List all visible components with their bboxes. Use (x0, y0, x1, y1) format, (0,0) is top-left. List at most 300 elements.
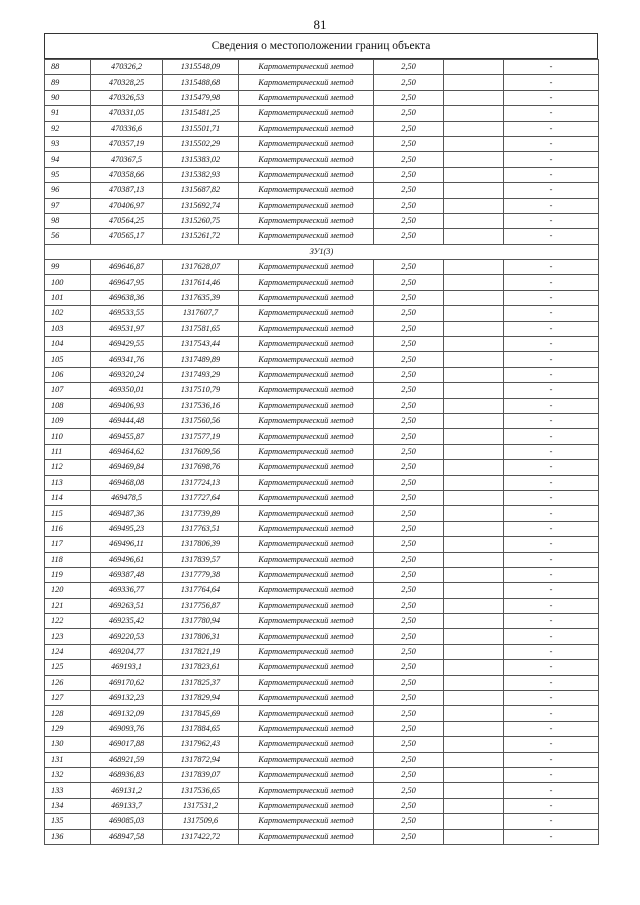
x-coordinate-cell: 469263,51 (91, 598, 163, 613)
y-coordinate-cell: 1315383,02 (163, 152, 239, 167)
table-row (45, 721, 599, 736)
accuracy-cell: 2,50 (374, 75, 444, 90)
table-row (45, 60, 599, 75)
x-coordinate-cell: 469469,84 (91, 460, 163, 475)
point-number-cell: 125 (45, 660, 91, 675)
note-cell: - (504, 798, 599, 813)
description-cell (444, 75, 504, 90)
section-label: ЗУ1(3) (45, 244, 599, 259)
accuracy-cell: 2,50 (374, 136, 444, 151)
note-cell: - (504, 691, 599, 706)
method-cell: Картометрический метод (239, 644, 374, 659)
description-cell (444, 767, 504, 782)
y-coordinate-cell: 1315692,74 (163, 198, 239, 213)
method-cell: Картометрический метод (239, 136, 374, 151)
y-coordinate-cell: 1317829,94 (163, 691, 239, 706)
method-cell: Картометрический метод (239, 75, 374, 90)
method-cell: Картометрический метод (239, 413, 374, 428)
note-cell: - (504, 598, 599, 613)
y-coordinate-cell: 1317806,39 (163, 537, 239, 552)
note-cell: - (504, 706, 599, 721)
note-cell: - (504, 183, 599, 198)
method-cell: Картометрический метод (239, 383, 374, 398)
point-number-cell: 135 (45, 814, 91, 829)
y-coordinate-cell: 1315479,98 (163, 90, 239, 105)
table-row (45, 275, 599, 290)
accuracy-cell: 2,50 (374, 429, 444, 444)
accuracy-cell: 2,50 (374, 598, 444, 613)
x-coordinate-cell: 469341,76 (91, 352, 163, 367)
accuracy-cell: 2,50 (374, 337, 444, 352)
note-cell: - (504, 337, 599, 352)
point-number-cell: 120 (45, 583, 91, 598)
point-number-cell: 92 (45, 121, 91, 136)
point-number-cell: 102 (45, 306, 91, 321)
table-row (45, 552, 599, 567)
table-row (45, 183, 599, 198)
point-number-cell: 96 (45, 183, 91, 198)
point-number-cell: 131 (45, 752, 91, 767)
accuracy-cell: 2,50 (374, 475, 444, 490)
x-coordinate-cell: 470326,2 (91, 60, 163, 75)
point-number-cell: 132 (45, 767, 91, 782)
method-cell: Картометрический метод (239, 398, 374, 413)
x-coordinate-cell: 469478,5 (91, 490, 163, 505)
note-cell: - (504, 275, 599, 290)
description-cell (444, 691, 504, 706)
description-cell (444, 306, 504, 321)
description-cell (444, 521, 504, 536)
accuracy-cell: 2,50 (374, 352, 444, 367)
accuracy-cell: 2,50 (374, 121, 444, 136)
table-row (45, 691, 599, 706)
accuracy-cell: 2,50 (374, 444, 444, 459)
note-cell: - (504, 367, 599, 382)
method-cell: Картометрический метод (239, 737, 374, 752)
table-row (45, 444, 599, 459)
table-row (45, 167, 599, 182)
note-cell: - (504, 121, 599, 136)
point-number-cell: 129 (45, 721, 91, 736)
y-coordinate-cell: 1317698,76 (163, 460, 239, 475)
y-coordinate-cell: 1315687,82 (163, 183, 239, 198)
note-cell: - (504, 644, 599, 659)
x-coordinate-cell: 469387,48 (91, 567, 163, 582)
accuracy-cell: 2,50 (374, 798, 444, 813)
accuracy-cell: 2,50 (374, 644, 444, 659)
description-cell (444, 475, 504, 490)
description-cell (444, 321, 504, 336)
table-row (45, 798, 599, 813)
note-cell: - (504, 413, 599, 428)
method-cell: Картометрический метод (239, 367, 374, 382)
point-number-cell: 105 (45, 352, 91, 367)
table-row (45, 629, 599, 644)
y-coordinate-cell: 1317845,69 (163, 706, 239, 721)
y-coordinate-cell: 1317628,07 (163, 260, 239, 275)
y-coordinate-cell: 1317872,94 (163, 752, 239, 767)
y-coordinate-cell: 1317609,56 (163, 444, 239, 459)
description-cell (444, 644, 504, 659)
x-coordinate-cell: 469464,62 (91, 444, 163, 459)
point-number-cell: 88 (45, 60, 91, 75)
x-coordinate-cell: 468921,59 (91, 752, 163, 767)
description-cell (444, 60, 504, 75)
point-number-cell: 91 (45, 106, 91, 121)
accuracy-cell: 2,50 (374, 183, 444, 198)
x-coordinate-cell: 469487,36 (91, 506, 163, 521)
table-row (45, 106, 599, 121)
accuracy-cell: 2,50 (374, 229, 444, 244)
table-row (45, 460, 599, 475)
method-cell: Картометрический метод (239, 798, 374, 813)
method-cell: Картометрический метод (239, 444, 374, 459)
x-coordinate-cell: 469350,01 (91, 383, 163, 398)
method-cell: Картометрический метод (239, 814, 374, 829)
y-coordinate-cell: 1317962,43 (163, 737, 239, 752)
note-cell: - (504, 829, 599, 844)
description-cell (444, 444, 504, 459)
description-cell (444, 337, 504, 352)
table-row (45, 537, 599, 552)
table-row (45, 675, 599, 690)
accuracy-cell: 2,50 (374, 706, 444, 721)
y-coordinate-cell: 1317780,94 (163, 614, 239, 629)
table-row (45, 567, 599, 582)
method-cell: Картометрический метод (239, 198, 374, 213)
table-row (45, 598, 599, 613)
x-coordinate-cell: 469320,24 (91, 367, 163, 382)
accuracy-cell: 2,50 (374, 583, 444, 598)
description-cell (444, 798, 504, 813)
accuracy-cell: 2,50 (374, 60, 444, 75)
method-cell: Картометрический метод (239, 337, 374, 352)
accuracy-cell: 2,50 (374, 829, 444, 844)
accuracy-cell: 2,50 (374, 106, 444, 121)
y-coordinate-cell: 1317839,57 (163, 552, 239, 567)
table-row (45, 644, 599, 659)
point-number-cell: 103 (45, 321, 91, 336)
note-cell: - (504, 213, 599, 228)
note-cell: - (504, 444, 599, 459)
x-coordinate-cell: 470387,13 (91, 183, 163, 198)
table-row (45, 706, 599, 721)
accuracy-cell: 2,50 (374, 567, 444, 582)
accuracy-cell: 2,50 (374, 460, 444, 475)
table-row (45, 490, 599, 505)
y-coordinate-cell: 1317724,13 (163, 475, 239, 490)
table-row (45, 506, 599, 521)
note-cell: - (504, 152, 599, 167)
method-cell: Картометрический метод (239, 783, 374, 798)
point-number-cell: 130 (45, 737, 91, 752)
x-coordinate-cell: 469496,61 (91, 552, 163, 567)
x-coordinate-cell: 470336,6 (91, 121, 163, 136)
x-coordinate-cell: 469131,2 (91, 783, 163, 798)
y-coordinate-cell: 1317543,44 (163, 337, 239, 352)
table-row (45, 198, 599, 213)
table-row (45, 136, 599, 151)
note-cell: - (504, 614, 599, 629)
note-cell: - (504, 660, 599, 675)
accuracy-cell: 2,50 (374, 660, 444, 675)
point-number-cell: 95 (45, 167, 91, 182)
point-number-cell: 114 (45, 490, 91, 505)
x-coordinate-cell: 469204,77 (91, 644, 163, 659)
accuracy-cell: 2,50 (374, 306, 444, 321)
y-coordinate-cell: 1317560,56 (163, 413, 239, 428)
point-number-cell: 93 (45, 136, 91, 151)
table-row (45, 121, 599, 136)
note-cell: - (504, 521, 599, 536)
section-row-group (45, 244, 599, 259)
accuracy-cell: 2,50 (374, 260, 444, 275)
method-cell: Картометрический метод (239, 213, 374, 228)
accuracy-cell: 2,50 (374, 552, 444, 567)
point-number-cell: 134 (45, 798, 91, 813)
accuracy-cell: 2,50 (374, 752, 444, 767)
method-cell: Картометрический метод (239, 752, 374, 767)
point-number-cell: 136 (45, 829, 91, 844)
accuracy-cell: 2,50 (374, 213, 444, 228)
x-coordinate-cell: 470564,25 (91, 213, 163, 228)
y-coordinate-cell: 1317509,6 (163, 814, 239, 829)
table-row (45, 152, 599, 167)
method-cell: Картометрический метод (239, 290, 374, 305)
note-cell: - (504, 260, 599, 275)
description-cell (444, 814, 504, 829)
x-coordinate-cell: 469496,11 (91, 537, 163, 552)
x-coordinate-cell: 468947,58 (91, 829, 163, 844)
x-coordinate-cell: 470331,05 (91, 106, 163, 121)
description-cell (444, 583, 504, 598)
method-cell: Картометрический метод (239, 629, 374, 644)
method-cell: Картометрический метод (239, 260, 374, 275)
description-cell (444, 152, 504, 167)
method-cell: Картометрический метод (239, 537, 374, 552)
accuracy-cell: 2,50 (374, 691, 444, 706)
description-cell (444, 136, 504, 151)
y-coordinate-cell: 1317635,39 (163, 290, 239, 305)
y-coordinate-cell: 1317884,65 (163, 721, 239, 736)
description-cell (444, 121, 504, 136)
table-row (45, 398, 599, 413)
point-number-cell: 100 (45, 275, 91, 290)
table-row (45, 213, 599, 228)
method-cell: Картометрический метод (239, 660, 374, 675)
note-cell: - (504, 490, 599, 505)
table-title: Сведения о местоположении границ объекта (44, 33, 598, 59)
method-cell: Картометрический метод (239, 614, 374, 629)
note-cell: - (504, 737, 599, 752)
note-cell: - (504, 429, 599, 444)
y-coordinate-cell: 1317493,29 (163, 367, 239, 382)
table-body-part-2 (45, 260, 599, 845)
description-cell (444, 367, 504, 382)
x-coordinate-cell: 469193,1 (91, 660, 163, 675)
table-row (45, 90, 599, 105)
accuracy-cell: 2,50 (374, 783, 444, 798)
description-cell (444, 783, 504, 798)
note-cell: - (504, 383, 599, 398)
x-coordinate-cell: 469170,62 (91, 675, 163, 690)
table-row (45, 583, 599, 598)
section-row (45, 244, 599, 259)
method-cell: Картометрический метод (239, 167, 374, 182)
page-number: 81 (313, 17, 327, 32)
y-coordinate-cell: 1315382,93 (163, 167, 239, 182)
x-coordinate-cell: 469444,48 (91, 413, 163, 428)
method-cell: Картометрический метод (239, 567, 374, 582)
point-number-cell: 111 (45, 444, 91, 459)
accuracy-cell: 2,50 (374, 198, 444, 213)
note-cell: - (504, 198, 599, 213)
point-number-cell: 124 (45, 644, 91, 659)
accuracy-cell: 2,50 (374, 675, 444, 690)
table-row (45, 229, 599, 244)
point-number-cell: 121 (45, 598, 91, 613)
y-coordinate-cell: 1317739,89 (163, 506, 239, 521)
point-number-cell: 94 (45, 152, 91, 167)
description-cell (444, 598, 504, 613)
method-cell: Картометрический метод (239, 229, 374, 244)
accuracy-cell: 2,50 (374, 721, 444, 736)
x-coordinate-cell: 469468,08 (91, 475, 163, 490)
description-cell (444, 198, 504, 213)
point-number-cell: 123 (45, 629, 91, 644)
description-cell (444, 429, 504, 444)
point-number-cell: 104 (45, 337, 91, 352)
accuracy-cell: 2,50 (374, 413, 444, 428)
table-row (45, 737, 599, 752)
point-number-cell: 56 (45, 229, 91, 244)
description-cell (444, 752, 504, 767)
x-coordinate-cell: 469533,55 (91, 306, 163, 321)
y-coordinate-cell: 1317607,7 (163, 306, 239, 321)
note-cell: - (504, 106, 599, 121)
accuracy-cell: 2,50 (374, 290, 444, 305)
description-cell (444, 490, 504, 505)
x-coordinate-cell: 469406,93 (91, 398, 163, 413)
point-number-cell: 90 (45, 90, 91, 105)
description-cell (444, 260, 504, 275)
accuracy-cell: 2,50 (374, 490, 444, 505)
method-cell: Картометрический метод (239, 183, 374, 198)
point-number-cell: 97 (45, 198, 91, 213)
description-cell (444, 90, 504, 105)
method-cell: Картометрический метод (239, 675, 374, 690)
accuracy-cell: 2,50 (374, 629, 444, 644)
y-coordinate-cell: 1317821,19 (163, 644, 239, 659)
table-row (45, 75, 599, 90)
note-cell: - (504, 767, 599, 782)
table-row (45, 475, 599, 490)
description-cell (444, 552, 504, 567)
accuracy-cell: 2,50 (374, 167, 444, 182)
x-coordinate-cell: 469646,87 (91, 260, 163, 275)
description-cell (444, 506, 504, 521)
method-cell: Картометрический метод (239, 306, 374, 321)
method-cell: Картометрический метод (239, 767, 374, 782)
description-cell (444, 275, 504, 290)
y-coordinate-cell: 1317823,61 (163, 660, 239, 675)
table-row (45, 260, 599, 275)
description-cell (444, 721, 504, 736)
table-row (45, 367, 599, 382)
y-coordinate-cell: 1317763,51 (163, 521, 239, 536)
description-cell (444, 706, 504, 721)
table-row (45, 413, 599, 428)
x-coordinate-cell: 469132,23 (91, 691, 163, 706)
table-row (45, 290, 599, 305)
table-row (45, 829, 599, 844)
note-cell: - (504, 90, 599, 105)
point-number-cell: 108 (45, 398, 91, 413)
note-cell: - (504, 136, 599, 151)
x-coordinate-cell: 469132,09 (91, 706, 163, 721)
table-row (45, 383, 599, 398)
table-row (45, 814, 599, 829)
table-row (45, 614, 599, 629)
table-row (45, 521, 599, 536)
point-number-cell: 118 (45, 552, 91, 567)
x-coordinate-cell: 470357,19 (91, 136, 163, 151)
x-coordinate-cell: 470565,17 (91, 229, 163, 244)
y-coordinate-cell: 1315502,29 (163, 136, 239, 151)
x-coordinate-cell: 468936,83 (91, 767, 163, 782)
note-cell: - (504, 321, 599, 336)
point-number-cell: 133 (45, 783, 91, 798)
method-cell: Картометрический метод (239, 90, 374, 105)
method-cell: Картометрический метод (239, 521, 374, 536)
point-number-cell: 106 (45, 367, 91, 382)
note-cell: - (504, 290, 599, 305)
point-number-cell: 122 (45, 614, 91, 629)
x-coordinate-cell: 469017,88 (91, 737, 163, 752)
x-coordinate-cell: 470406,97 (91, 198, 163, 213)
x-coordinate-cell: 469085,03 (91, 814, 163, 829)
x-coordinate-cell: 470367,5 (91, 152, 163, 167)
method-cell: Картометрический метод (239, 152, 374, 167)
method-cell: Картометрический метод (239, 552, 374, 567)
description-cell (444, 737, 504, 752)
method-cell: Картометрический метод (239, 275, 374, 290)
description-cell (444, 660, 504, 675)
accuracy-cell: 2,50 (374, 537, 444, 552)
x-coordinate-cell: 469336,77 (91, 583, 163, 598)
description-cell (444, 567, 504, 582)
point-number-cell: 99 (45, 260, 91, 275)
y-coordinate-cell: 1315501,71 (163, 121, 239, 136)
note-cell: - (504, 167, 599, 182)
table-row (45, 352, 599, 367)
y-coordinate-cell: 1317489,89 (163, 352, 239, 367)
description-cell (444, 352, 504, 367)
method-cell: Картометрический метод (239, 121, 374, 136)
note-cell: - (504, 567, 599, 582)
description-cell (444, 537, 504, 552)
point-number-cell: 89 (45, 75, 91, 90)
y-coordinate-cell: 1317756,87 (163, 598, 239, 613)
note-cell: - (504, 814, 599, 829)
point-number-cell: 126 (45, 675, 91, 690)
note-cell: - (504, 475, 599, 490)
y-coordinate-cell: 1317779,38 (163, 567, 239, 582)
point-number-cell: 109 (45, 413, 91, 428)
point-number-cell: 112 (45, 460, 91, 475)
point-number-cell: 119 (45, 567, 91, 582)
y-coordinate-cell: 1317764,64 (163, 583, 239, 598)
